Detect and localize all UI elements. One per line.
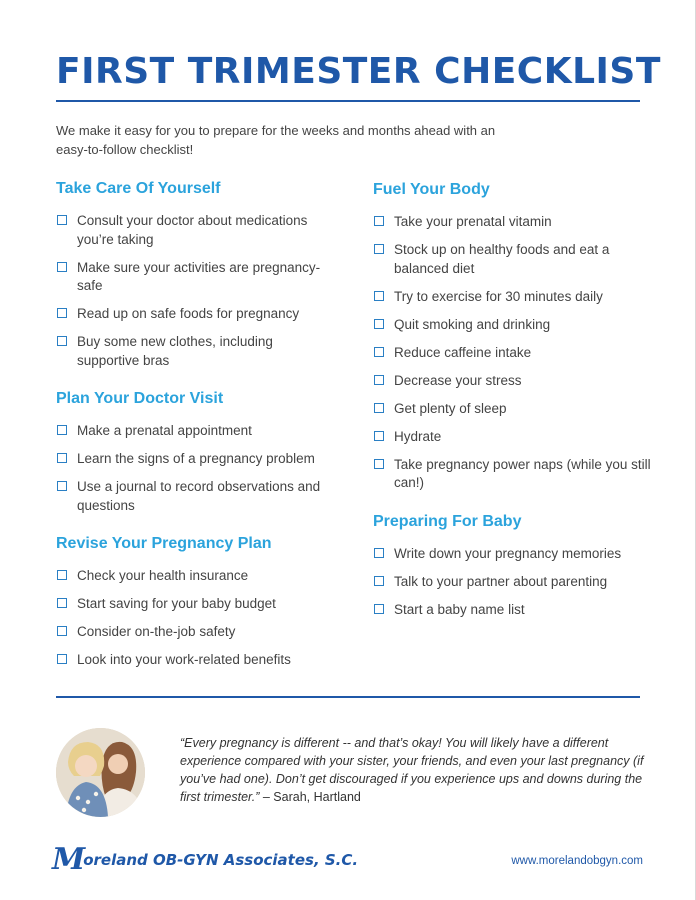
checkbox-icon[interactable] bbox=[57, 453, 67, 463]
checklist-item[interactable] bbox=[56, 333, 336, 370]
title-divider bbox=[56, 100, 640, 102]
item-label: Write down your pregnancy memories bbox=[394, 545, 622, 561]
checkbox-icon[interactable] bbox=[374, 347, 384, 357]
testimonial bbox=[56, 728, 646, 818]
item-label: Read up on safe foods for pregnancy bbox=[77, 306, 300, 321]
section-pregnancy-plan bbox=[56, 533, 336, 670]
logo-monogram: M bbox=[52, 842, 86, 877]
checkbox-icon[interactable] bbox=[374, 375, 384, 385]
checklist-item[interactable] bbox=[373, 213, 653, 232]
checkbox-icon[interactable] bbox=[57, 626, 67, 636]
checkbox-icon[interactable] bbox=[57, 215, 67, 225]
checklist-item[interactable] bbox=[373, 241, 653, 278]
section-heading: Plan Your Doctor Visit bbox=[56, 390, 224, 407]
checklist-item[interactable] bbox=[56, 478, 336, 515]
item-label: Hydrate bbox=[394, 428, 442, 444]
item-label: Make sure your activities are pregnancy-safe bbox=[77, 259, 321, 293]
section-fuel-body bbox=[373, 179, 653, 493]
checkbox-icon[interactable] bbox=[374, 291, 384, 301]
checklist-item[interactable] bbox=[56, 422, 336, 441]
item-label: Take your prenatal vitamin bbox=[394, 214, 552, 229]
checkbox-icon[interactable] bbox=[57, 336, 67, 346]
checklist-item[interactable] bbox=[56, 305, 336, 324]
checkbox-icon[interactable] bbox=[374, 459, 384, 469]
section-take-care bbox=[56, 178, 336, 370]
checklist-item[interactable] bbox=[373, 372, 653, 391]
item-label: Look into your work-related benefits bbox=[77, 652, 291, 667]
checklist-item[interactable] bbox=[373, 601, 653, 620]
section-heading: Preparing For Baby bbox=[373, 512, 522, 530]
checklist-item[interactable] bbox=[373, 545, 653, 564]
checkbox-icon[interactable] bbox=[374, 216, 384, 226]
website-link[interactable]: www.morelandobgyn.com bbox=[511, 855, 643, 867]
checkbox-icon[interactable] bbox=[57, 598, 67, 608]
item-label: Check your health insurance bbox=[77, 568, 249, 583]
item-label: Stock up on healthy foods and eat a balanced diet bbox=[394, 242, 610, 276]
mother-child-photo-icon bbox=[56, 728, 145, 817]
testimonial-quote bbox=[180, 734, 650, 806]
quote-author: – Sarah, Hartland bbox=[259, 790, 361, 804]
checklist-item[interactable] bbox=[373, 288, 653, 307]
section-heading: Revise Your Pregnancy Plan bbox=[56, 535, 272, 552]
checkbox-icon[interactable] bbox=[374, 604, 384, 614]
checkbox-icon[interactable] bbox=[57, 481, 67, 491]
checkbox-icon[interactable] bbox=[57, 570, 67, 580]
item-label: Make a prenatal appointment bbox=[77, 423, 252, 438]
item-label: Learn the signs of a pregnancy problem bbox=[77, 451, 315, 466]
section-heading: Fuel Your Body bbox=[373, 181, 490, 198]
left-column bbox=[56, 178, 336, 688]
item-label: Decrease your stress bbox=[394, 372, 522, 388]
checklist-item[interactable] bbox=[373, 316, 653, 335]
checkbox-icon[interactable] bbox=[374, 576, 384, 586]
section-doctor-visit bbox=[56, 388, 336, 515]
checklist-item[interactable] bbox=[56, 567, 336, 586]
checklist-item[interactable] bbox=[373, 400, 653, 419]
item-label: Consider on-the-job safety bbox=[77, 624, 236, 639]
checkbox-icon[interactable] bbox=[57, 308, 67, 318]
item-label: Take pregnancy power naps (while you still can!) bbox=[394, 456, 651, 490]
company-logo bbox=[52, 842, 359, 877]
section-preparing-baby bbox=[373, 511, 653, 620]
checklist-item[interactable] bbox=[56, 595, 336, 614]
item-label: Get plenty of sleep bbox=[394, 400, 507, 416]
checkbox-icon[interactable] bbox=[57, 262, 67, 272]
item-label: Buy some new clothes, including supportive bras bbox=[77, 334, 273, 368]
item-label: Quit smoking and drinking bbox=[394, 316, 551, 332]
checklist-item[interactable] bbox=[56, 259, 336, 296]
item-label: Use a journal to record observations and questions bbox=[77, 479, 321, 513]
item-label: Reduce caffeine intake bbox=[394, 344, 532, 360]
item-label: Start a baby name list bbox=[394, 601, 525, 617]
checkbox-icon[interactable] bbox=[57, 654, 67, 664]
page-title: FIRST TRIMESTER CHECKLIST bbox=[56, 51, 661, 92]
avatar bbox=[56, 728, 145, 817]
quote-text: “Every pregnancy is different -- and that’s okay! You will likely have a different experience compared with your sister, your friends, and even your last pregnancy (if you’ve had one). Don’t get discouraged if you experience ups and downs during the first trimester.” bbox=[180, 736, 644, 804]
item-label: Consult your doctor about medications you’re taking bbox=[77, 213, 308, 247]
checkbox-icon[interactable] bbox=[374, 431, 384, 441]
checkbox-icon[interactable] bbox=[374, 244, 384, 254]
intro-text: We make it easy for you to prepare for the weeks and months ahead with an easy-to-follow checklist! bbox=[56, 123, 496, 157]
right-column bbox=[373, 179, 653, 637]
checklist-item[interactable] bbox=[56, 623, 336, 642]
checkbox-icon[interactable] bbox=[374, 403, 384, 413]
checkbox-icon[interactable] bbox=[374, 319, 384, 329]
checklist-item[interactable] bbox=[373, 573, 653, 592]
section-heading: Take Care Of Yourself bbox=[56, 180, 221, 197]
checklist-item[interactable] bbox=[56, 450, 336, 469]
footer-divider bbox=[56, 696, 640, 698]
checklist-item[interactable] bbox=[56, 212, 336, 249]
checklist-item[interactable] bbox=[56, 651, 336, 670]
checkbox-icon[interactable] bbox=[57, 425, 67, 435]
item-label: Talk to your partner about parenting bbox=[394, 573, 608, 589]
checklist-item[interactable] bbox=[373, 344, 653, 363]
logo-wordmark: oreland OB-GYN Associates, S.C. bbox=[83, 851, 359, 869]
checkbox-icon[interactable] bbox=[374, 548, 384, 558]
item-label: Start saving for your baby budget bbox=[77, 596, 276, 611]
checklist-item[interactable] bbox=[373, 456, 653, 493]
item-label: Try to exercise for 30 minutes daily bbox=[394, 288, 603, 304]
checklist-item[interactable] bbox=[373, 428, 653, 447]
